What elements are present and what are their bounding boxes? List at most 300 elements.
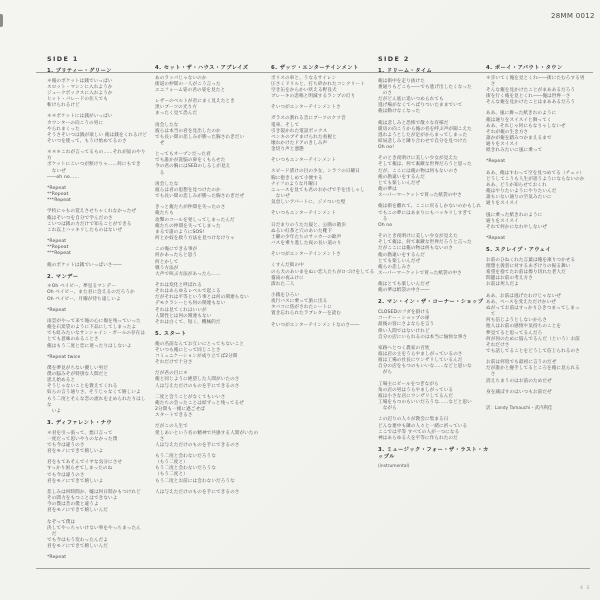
lyric-line: さ <box>486 372 496 378</box>
lyric-line: 彼らは君の思想を見つけたのか <box>155 187 221 193</box>
lyric-line: 人は与えただけのものを手にできるのさ <box>155 383 240 389</box>
lyrics-column-side1-c <box>271 60 389 334</box>
lyric-block <box>378 346 491 377</box>
lyric-block <box>378 156 491 199</box>
lyric-line: そんな俺を見かけたことがまああるだろう <box>486 87 576 93</box>
lyric-line: 問題はお前の考え方さ <box>486 276 533 282</box>
lyric-line: スーパーマーケットで買った紙袋の中さ <box>378 270 462 276</box>
lyric-line: でも虹みたいなサンシャイン・ガールの存在は <box>47 331 146 337</box>
lyric-line: 君をモノにできて嬉しいよ <box>47 449 104 455</box>
lyric-block <box>47 209 150 234</box>
lyric-line: この俺にできる事が <box>155 247 198 253</box>
lyric-line: 僕の脳みそが特別な人間だと <box>47 371 109 377</box>
lyric-line: 俺を石炭袋のように下品にしてしまったよ <box>47 325 137 331</box>
lyric-line: 戦う方法が <box>155 265 179 271</box>
lyric-block <box>378 204 491 229</box>
lyric-line: バスを乗り逃した夜の長い道のり <box>271 241 342 247</box>
lyric-line: ガラスの割れる音にブーツのクツ音 <box>271 116 346 122</box>
lyric-block <box>155 490 279 496</box>
lyric-line: だがそれは平等という事とは何の関連もない <box>155 295 249 301</box>
lyric-line: 俺の名前なんてお互いにとってもないこと <box>155 341 245 347</box>
lyric-block <box>271 158 389 164</box>
lyric-line: （もう二度と） <box>155 460 188 466</box>
lyric-line: CLOSEDのフダを掛ける <box>378 310 430 316</box>
lyric-line: *Repeat <box>47 555 67 561</box>
lyric-line: 金切り声と悪態 <box>271 147 304 153</box>
lyric-line: 何かあったらと思う <box>155 253 198 259</box>
lyric-line: スロット・マシンに入れようか <box>47 84 113 90</box>
lyric-block <box>47 460 150 485</box>
lyric-line: だが、ここには俺の物は何もないのさ <box>378 168 458 174</box>
lyric-line: どんな連中も隣の人々と一緒に祈っている <box>378 423 468 429</box>
lyric-line: 大声で叫ぶ方法があったら…… <box>155 271 221 277</box>
lyric-block <box>271 116 389 153</box>
lyric-block <box>155 123 279 148</box>
lyric-block <box>155 342 279 367</box>
lyric-line: さ <box>155 436 165 442</box>
lyric-line: スピード漬けの目の少女、シラフの日曜日 <box>271 169 360 175</box>
lyric-line: すっかり困らせてしまったのね <box>47 466 113 472</box>
lyric-line: 俺は街を離れて、ここに戻るしかないのかもしれ <box>378 204 482 210</box>
lyric-line: *Repeat <box>47 307 67 313</box>
lyric-line: 再会したな <box>155 122 179 128</box>
lyric-line: 黒いブーツの光り方 <box>155 105 197 111</box>
lyric-block <box>486 76 598 107</box>
lyric-line: もう二度とそんな恋の流れを止められたりはしな <box>47 396 146 408</box>
lyric-block <box>486 294 598 356</box>
song-title: 1. ドリーム・タイム <box>378 68 433 74</box>
lyric-line: 胸に抱きしめて小便する <box>271 175 323 181</box>
lyric-line: 小銭をひろい <box>271 292 300 298</box>
translator-credit: 訳：Landy Tamauchi・武内利佳 <box>486 405 553 411</box>
lyric-line: とても意味のあることさ <box>47 337 99 343</box>
lyric-line: まるで諸のようにSOS! <box>155 229 205 235</box>
lyric-block <box>47 520 150 551</box>
lyric-line: 紙きれみたいに風に乗って <box>486 148 543 154</box>
lyric-line: ＊＊ポケットには銭がいっぱい <box>47 114 113 120</box>
lyric-line: だが君の目に＊ <box>155 371 188 377</box>
lyric-line: *Repeat <box>47 185 67 191</box>
lyric-line: コーナー・ショップの扉 <box>378 316 430 322</box>
lyric-line: 俺は悲しみと恐怖で散々な有様だ <box>378 120 449 126</box>
lyric-line: 気怠しいアパートに、ジメついた壁 <box>271 200 346 206</box>
lyric-line: 電車、そして <box>271 122 300 128</box>
lyric-line: 俺の夢は <box>378 187 397 193</box>
lyric-line: 通りをスイスイ <box>486 218 519 224</box>
lyric-line: 夢見てると思ってるんだろ <box>486 330 543 336</box>
lyric-line: 思え始めると <box>47 378 76 384</box>
lyric-line: 俺はとても楽しいんだぜ <box>378 282 430 288</box>
lyric-line: きっと俺たちが仲間を失ったのさ <box>155 205 226 211</box>
lyric-line: 通りをスイスイ <box>486 201 519 207</box>
lyric-line: ＊＊＊これが言ってるもの……それが奴のやり方 <box>47 150 146 162</box>
lyrics-column-side1-b <box>155 60 279 501</box>
lyric-block <box>155 424 279 449</box>
lyric-line: 彼は工場の社長にウンザリしているんだ <box>378 358 463 364</box>
lyric-block <box>47 490 150 515</box>
instrumental-note: (instrumental) <box>378 464 410 470</box>
lyric-line: 君をモノにできて嬉しいよ <box>47 478 104 484</box>
lyric-line: でも今はもう変わったんだよ <box>47 538 108 543</box>
lyric-line: スーパーマーケットで買った紙袋の中さ <box>378 193 462 199</box>
lyric-line: 君をモノにできて嬉しいんだ <box>47 508 108 514</box>
lyric-line: そいつもエンターテインメント <box>271 211 337 217</box>
lyric-line: 身を滅ぼすのはいつもお前だぜ <box>486 389 552 395</box>
lyric-line: 2分間も一緒に過ごせば <box>155 407 205 413</box>
lyric-line: ああ、ペースを変えただけかいぜ <box>486 299 556 305</box>
song-title: 3. ディファレント・ナウ <box>47 420 113 427</box>
lyric-line: *Repeat twice <box>47 354 81 360</box>
lyric-line: 悲しみは何時間か、嘘は何日間かもつけれど <box>47 489 141 495</box>
lyric-line: ――oh no…… <box>47 174 80 180</box>
lyric-line: 結局悲しみと隣り合わせで自分を見つけた <box>378 139 468 144</box>
lyric-line: て <box>486 312 496 318</box>
lyric-block <box>155 205 279 242</box>
lyric-block <box>47 431 150 456</box>
lyric-block <box>155 247 279 278</box>
lyric-line: ぬるい紅茶と穴のあいた靴下 <box>271 228 333 234</box>
lyric-block <box>155 182 279 200</box>
lyric-block <box>486 360 598 385</box>
lyric-line: 俺はもう二度と恋に迷ったりはしないよ <box>47 343 132 349</box>
lyric-line: そいつがエンターテインメントさ <box>271 105 341 111</box>
lyric-line: そいつもエンターテインメント <box>271 158 337 164</box>
lyric-block <box>378 310 491 341</box>
lyric-block <box>271 76 389 101</box>
lyric-line: 再会したな <box>155 181 179 187</box>
lyric-block <box>47 366 150 415</box>
lyric-line: 俺は街中を走り抜けた <box>378 78 425 84</box>
lyric-block <box>486 171 598 208</box>
lyric-line: 攻撃のコールを発しってしまったんだ <box>155 217 235 223</box>
lyric-line: お前は何処でも最初に言うのだぜ <box>486 360 557 366</box>
lyric-block <box>486 159 598 165</box>
lyric-line: ペンキのブチまけられた看板と <box>271 134 337 140</box>
lyric-block <box>47 186 150 204</box>
lyric-line: 壊れかけたドアのきしみ声 <box>271 141 328 146</box>
lyric-line: 夜行バスに乗って旅に出る <box>271 299 328 305</box>
lyric-line: ながら <box>378 406 397 412</box>
lyric-line: カウンターの向こうの男に <box>47 120 104 126</box>
lyric-line: お前は死人だよ <box>486 282 519 288</box>
lyric-block <box>378 234 491 277</box>
lyric-line: ブレーキの悲鳴と明滅するランプの灯り <box>271 94 356 100</box>
lyric-line: （もう二度と） <box>155 472 188 478</box>
lyric-line: ああ、どうか知らせておくれ <box>486 182 547 188</box>
lyric-line: それは白くて、短く、機械的だ <box>155 319 221 325</box>
lyric-line: 工場主にビールをつぎながら <box>378 381 439 387</box>
lyric-line: 俺と同じように絶望した人間がいたのさ <box>155 377 240 383</box>
lyric-line: そのとき夜明けに美しい少女が見えた <box>378 156 458 162</box>
lyric-line: 俺のポケットは銭でいっぱいさ―― <box>47 262 122 268</box>
lyric-line: 何が何のために悩んでるんだ（という）お前 <box>486 336 580 342</box>
lyric-line: でも今は違うのさ <box>47 472 85 478</box>
lyric-line: 俺の勘違いをするんだ <box>378 252 425 258</box>
lyric-line: ああ、俺はすわって空を見つめてる（チェッ） <box>486 170 585 176</box>
lyric-line: だがここには俺の物は何もないのさ <box>378 246 454 252</box>
lyric-line: 今の僕は昔の僕と違うよ <box>47 502 99 508</box>
lyric-line: ***Repeat <box>47 251 71 257</box>
lyric-line: 俺はそいつを自分で学んだのさ <box>47 215 113 221</box>
lyric-line: ポリスの車と、うなるサイレン <box>271 75 337 81</box>
lyric-block <box>47 263 150 269</box>
lyric-line: ぜ <box>155 141 165 146</box>
lyric-line: スタートできるさ <box>155 413 193 419</box>
lyric-line: お前のひねくれた言葉は俺を凍りつかせる <box>486 257 576 263</box>
lyric-line: そのとき夜明けに美しい少女が見えた <box>378 234 458 240</box>
lyric-line: ああ、お前は逃げたわけじゃないぜ <box>486 293 561 299</box>
lyric-line: どうしてこうも人生が思うようにならないのか <box>486 176 585 182</box>
lyric-line: 神はあらゆる人を平等に作られたのだ <box>378 435 458 441</box>
lyric-line: 彼らは本当の君を見出したのか <box>155 128 221 134</box>
lyric-line: 君をもてあそんでイヤな気分にさせ <box>47 460 123 466</box>
lyric-block <box>47 79 150 110</box>
lyric-block <box>378 121 491 152</box>
lyric-line: 斬けられるけど <box>47 103 80 109</box>
lyric-line: 奴らの言う通りさ、そうじゃなくて嬉しいよ <box>47 390 141 396</box>
lyric-line: それだけさ <box>486 342 510 348</box>
lyric-line: だがこの人生で <box>155 424 188 430</box>
lyric-block <box>155 152 279 177</box>
lyric-line: 土曜の少年たちのサッカーの歓声 <box>271 234 342 240</box>
lyric-block <box>378 382 491 413</box>
lyric-line: くすんだ街の中 <box>271 263 304 269</box>
lyric-line: 希望を捨てたお前は擦り切れた老人だ <box>486 270 566 276</box>
scan-artifact <box>0 14 3 27</box>
lyric-line: 逃げ場がなくてへばりついたままでいて <box>378 103 463 109</box>
lyric-line: でも今は違うのさ <box>47 442 85 448</box>
lyric-line: 自分の店にいられるのは本当に愉快な事さ <box>378 334 468 340</box>
lyric-line: 暖房の向こうから俺の名を呼ぶ声が聞こえた <box>378 126 472 132</box>
lyric-line: ナイフのような月曜日 <box>271 181 318 187</box>
lyric-line: 消えちまうのはお前のためだぜ <box>486 378 552 384</box>
lyric-line: 人間性とは何の関連もない <box>155 313 212 319</box>
lyric-line: のさ <box>378 90 393 96</box>
lyric-line: 雨雲がやって来て俺の心に傷を残っていった <box>47 318 141 324</box>
lyric-line: *Repeat <box>486 159 506 165</box>
lyric-line: もう二度と会わないだろうな <box>155 454 217 459</box>
lyric-line: ないぜ <box>271 194 290 200</box>
catalog-number: 28MM 0012 <box>551 12 595 20</box>
lyric-line: Oh ベイビー、また君に会えるのだろうか <box>47 290 135 296</box>
lyric-line: やられまくった <box>47 126 80 132</box>
lyric-line: だ <box>47 531 57 537</box>
lyric-line: いよ <box>47 408 62 414</box>
lyric-line: 俺たちの仲間を失ってしまった <box>155 223 221 229</box>
lyric-block <box>271 105 389 111</box>
lyric-line: ***Repeat <box>47 198 71 204</box>
lyric-line: 置き忘れられたラブレターを読む <box>271 311 342 317</box>
lyric-line: ポケットにこいつが無けりゃ……何にもでき <box>47 162 141 168</box>
lyric-line: レザーのベルトが君にまく見えたとき <box>155 99 235 105</box>
lyric-block <box>271 252 389 258</box>
lyric-line: もう二度と会わないだろうな <box>155 466 217 472</box>
lyric-line: 何とか奴を救う方法を見つけなけりゃ <box>155 236 235 242</box>
lyric-line: タバコに焦がされたシートに <box>271 305 332 311</box>
lyric-line: まったく見て恐んだ <box>155 111 198 117</box>
song-title: 2. マンデー <box>47 273 79 280</box>
lyric-block <box>271 211 389 217</box>
side-label: SIDE 2 <box>378 55 410 63</box>
lyric-line: 工場をもつのもいいだろうな……などと思い <box>378 400 472 406</box>
lyric-line: 僕を夢見がちない優しい男だ <box>47 365 109 371</box>
lyric-block <box>47 555 150 561</box>
lyric-line: 逃れようとしたが足がからまってしまった <box>378 132 468 138</box>
lyric-block <box>378 79 491 116</box>
lyric-block <box>47 355 150 361</box>
lyric-line: 一度だって思いやりのなかった僕 <box>47 436 118 442</box>
lyric-line: さ <box>486 81 496 87</box>
lyric-line: 俺は通りをスイスイと舞ってく <box>486 117 552 123</box>
lyric-line: 空き缶をからかい吠える野良犬 <box>271 87 337 93</box>
lyric-block <box>486 111 598 154</box>
lyric-line: 誰もいない通りの空気みたいに <box>486 195 552 201</box>
lyric-line: こいつは銭の力だけで知ることができる <box>47 221 132 227</box>
side-label: SIDE 1 <box>47 55 79 63</box>
lyric-line: 自分の店をもつのもいいな……などと思いな <box>378 364 472 370</box>
lyric-line: 裏通りもどこも――でも逃げ出したくなった <box>378 84 472 90</box>
lyric-block <box>47 319 150 350</box>
lyric-line: あのラッパじゃないのか <box>155 75 207 81</box>
lyric-block <box>155 283 279 326</box>
lyric-line: 理想主義者に対するあざけりの振る舞い <box>486 263 571 269</box>
lyric-line: 人は与えただけのものを手にできるのさ <box>155 442 240 448</box>
lyric-line: ニュースを見ても君のおかげで手を出しゃし <box>271 187 365 193</box>
lyric-line: だがどん底に追いつめられても <box>378 97 444 103</box>
lyric-line: Oh ベイビー、月曜が待ち遠しいよ <box>47 296 121 302</box>
lyric-line: とても楽しいんだぜ <box>378 180 421 186</box>
lyric-line: Oh no! <box>378 145 395 151</box>
lyrics-column-side2-b <box>486 60 598 411</box>
lyric-block <box>486 236 598 242</box>
lyric-line: **Repeat <box>47 192 69 198</box>
lyric-block <box>486 213 598 231</box>
lyric-line: 俺の夢は紙袋の中さ―― <box>378 288 430 294</box>
lyric-line: ＊Oh ベイビー、夢見るマンデー <box>47 284 116 290</box>
lyric-line: のら犬のあいまをぬい恋人たちがロづけをしてる <box>271 269 375 275</box>
lyric-block <box>47 284 150 302</box>
lyric-line: それは見てくれはいいが <box>155 307 207 313</box>
lyric-line: 決してやっちゃいけない事をやっちまったん <box>47 525 141 531</box>
lyric-block <box>378 417 491 442</box>
song-title: 6. ザッツ・エンターテインメント <box>271 65 359 71</box>
lyric-line: それで何かになれやしないぜ <box>486 224 548 230</box>
lyric-line: ヒット・パレードの住人でも <box>47 97 108 103</box>
lyric-line: そいつがエンターテインメントなのさ―― <box>271 322 360 328</box>
lyric-line: でも誰かが洗脳の扉をくもらせた <box>155 158 226 164</box>
lyric-line: 俺の勘違いをするんだ <box>378 174 425 180</box>
lyric-line: コミュニケーションが成り立てば2分間 <box>155 353 238 359</box>
song-title: 4. ボーイ・アバウト・タウン <box>486 65 563 71</box>
song-title: 2. マン・イン・ザ・コーナー・ショップ <box>378 299 484 306</box>
lyric-line: デモクラシーとも何の関連もない <box>155 301 226 307</box>
lyric-line: ぬがってお前はすっかりひきつまってしまっ <box>486 305 580 311</box>
lyric-line: とても楽しいんだぜ <box>378 258 421 264</box>
lyric-line: 街道の仲間の一人がこう言った <box>155 81 221 87</box>
lyric-line: この辺りの人々が教会に集まる日 <box>378 417 449 423</box>
lyric-line: *Repeat <box>486 236 506 242</box>
song-title: 4. セット・ザ・ハウス・アブレイズ <box>155 65 249 71</box>
lyric-line: なぞって僕は <box>47 519 76 525</box>
lyric-line: ＊君を引っ張って、悪口言って <box>47 430 113 436</box>
lyric-line: ないぜ <box>47 168 66 174</box>
lyric-block <box>486 258 598 289</box>
lyric-line: 彼は店の主をうらやましがっているのさ <box>378 351 463 357</box>
lyric-line: 風に乗った紙きれのように <box>486 212 543 218</box>
lyric-line: 俺はやりたいようにやりたいんだ <box>486 189 557 195</box>
lyric-line: 誰かが俺を踏みつかまえるまで <box>486 136 552 141</box>
lyric-line: 学校にゃもの覚えさせちゃくれなかったぜ <box>47 209 137 215</box>
lyric-line: 俺たちも <box>155 211 174 217</box>
lyric-line: これ以上ハッキリしたものはないぜ <box>47 227 123 233</box>
lyric-line: 俺らの悲しみさ <box>378 264 411 270</box>
lyric-line: 君をモノにできて嬉しいんだ <box>47 544 108 550</box>
lyric-line: ＊歩いてく俺を見とくれ――街にたむろする男 <box>486 75 585 81</box>
lyric-line: それは変化と呼ばれる <box>155 282 202 288</box>
lyric-block <box>47 308 150 314</box>
lyric-block <box>486 390 598 396</box>
lyric-line: ああ、それじゃ何にもなりゃしないぜ <box>486 123 566 129</box>
page-mark: 4 3 <box>580 586 591 591</box>
lyric-line: 最後の客にさよならを言う <box>378 322 435 328</box>
lyric-block <box>155 454 279 485</box>
lyric-line: がら <box>378 370 393 376</box>
lyric-line: 俺は動けなくなった <box>378 109 421 115</box>
lyric-line: 彼は小さな店にウンザリしてるんだ <box>378 393 454 399</box>
lyric-line: でも長い間の悲しみが勝った胸さわぎだぜ <box>155 194 245 200</box>
song-title: 5. スタート <box>155 331 187 338</box>
lyric-line: 圧さくドリルと、打ち砕かれたコンクリート <box>271 81 365 87</box>
lyric-line: そいつがエンターテインメントさ <box>271 252 341 258</box>
lyric-line: でも長い間の悲しみが勝った胸さわぎだい <box>155 134 245 140</box>
lyric-block <box>155 371 279 389</box>
lyric-line: そんな俺を見かけたことはまああるだろう <box>486 100 576 106</box>
lyric-line: その間力をもつことはできないよ <box>47 496 118 502</box>
lyric-line: もう二度とお前には会わないだろうな <box>155 478 235 484</box>
lyric-line: ＊俺のポケットは銭でいっぱい <box>47 78 113 84</box>
song-title: 1. プリティー・グリーン <box>47 68 112 74</box>
lyric-line: ここでは平等 すべての人が一つになる <box>378 429 460 435</box>
lyric-line: 何とかして <box>155 259 179 265</box>
lyric-line: 引き裂かれた電話ボックス <box>271 128 328 134</box>
lyric-block <box>271 323 389 329</box>
lyric-line: それはあらゆるレベルで起こる <box>155 289 221 295</box>
lyric-line: る <box>155 170 165 176</box>
lyric-block <box>155 76 279 94</box>
lyric-line: 何も信じようとしないからさ <box>486 318 548 324</box>
lyric-line: 通りをスイスイ <box>486 142 519 148</box>
lyric-line: Oh no <box>378 222 393 228</box>
song-title: 5. スクレイプ・アウェイ <box>486 247 552 254</box>
lyric-line: 街を行く俺を見とくれ――俺は世界一さ <box>486 94 571 100</box>
lyric-line: そして俺は、何て素敵な世界だろうと言った <box>378 240 472 246</box>
lyric-block <box>155 395 279 420</box>
lyric-block <box>271 169 389 206</box>
lyric-block <box>271 223 389 248</box>
lyric-line: 家路へとつく農家の百姓 <box>378 345 430 351</box>
lyric-line: 霧雨の夜ふけに <box>271 275 304 281</box>
lyric-line: でもこの夢にはあまりにもハッキリしすぎて <box>378 210 472 216</box>
lyric-line: 俺たちの会ったことは結ずっと残ってるぜ <box>155 400 244 406</box>
lyric-line: 今の君の胸にはSEDのしるしが見え <box>155 164 231 170</box>
lyric-line: そいつも俺にとって同じことさ <box>155 347 221 353</box>
lyric-line: 人は与えただけのものを手にできるのさ <box>155 489 240 495</box>
lyric-line: ジュークボックスに入れようか <box>47 90 113 96</box>
lyric-block <box>271 263 389 288</box>
lyric-line: 角の店の男はうらやましがっている <box>378 387 454 393</box>
lyric-line: そうさそいつは銭が欲しい 俺は銭をくれるけど <box>47 132 148 138</box>
lyric-line: そいつを使って、もうけ始めてるのさ <box>47 139 127 144</box>
